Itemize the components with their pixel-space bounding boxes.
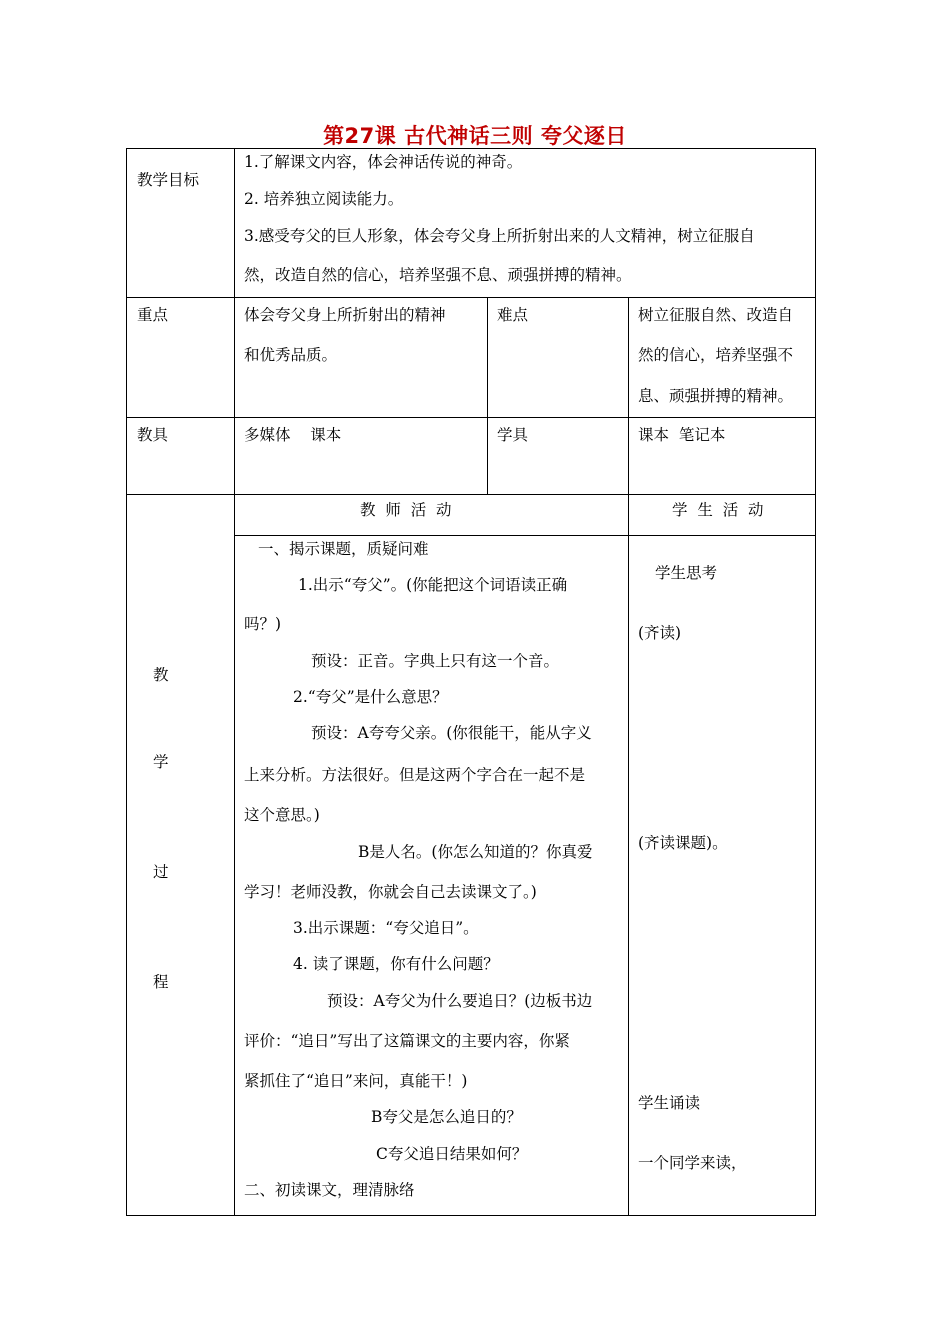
student-line: 一个同学来读， <box>638 1154 747 1172</box>
process-label-char: 过 <box>153 863 169 881</box>
column-divider <box>487 297 488 495</box>
column-divider <box>628 297 629 1216</box>
learning-tools-value: 课本 笔记本 <box>638 426 726 444</box>
table-border-bottom <box>126 1215 816 1216</box>
teacher-line: 二、初读课文，理清脉络 <box>244 1181 415 1199</box>
objective-item: 3.感受夸父的巨人形象，体会夸父身上所折射出来的人文精神，树立征服自 <box>244 227 755 245</box>
student-line: 学生诵读 <box>638 1094 701 1112</box>
process-label-char: 学 <box>153 753 169 771</box>
objective-item: 然，改造自然的信心，培养坚强不息、顽强拼搏的精神。 <box>244 266 632 284</box>
process-label-char: 教 <box>153 666 169 684</box>
column-divider <box>234 148 235 1216</box>
teacher-line: 4. 读了课题，你有什么问题？ <box>293 955 499 973</box>
row-divider <box>126 417 816 418</box>
difficulty-text: 然的信心，培养坚强不 <box>638 346 794 364</box>
key-point-text: 和优秀品质。 <box>244 346 338 364</box>
objective-item: 2. 培养独立阅读能力。 <box>244 190 404 208</box>
teacher-line: B是人名。(你怎么知道的？你真爱 <box>358 843 593 861</box>
teacher-line: 学习！老师没教，你就会自己去读课文了。) <box>244 883 537 901</box>
teacher-line: 吗？) <box>244 615 282 633</box>
teacher-line: B夸父是怎么追日的？ <box>371 1108 522 1126</box>
teacher-line: 预设：正音。字典上只有这一个音。 <box>311 652 560 670</box>
student-line: (齐读) <box>638 624 682 642</box>
teacher-line: 2.“夸父”是什么意思？ <box>293 688 448 706</box>
document-title: 第27课 古代神话三则 夸父逐日 <box>323 124 627 148</box>
process-label-char: 程 <box>153 973 169 991</box>
row-divider <box>126 494 816 495</box>
teacher-line: 1.出示“夸父”。(你能把这个词语读正确 <box>298 576 568 594</box>
difficulty-text: 树立征服自然、改造自 <box>638 306 794 324</box>
teacher-line: 评价：“追日”写出了这篇课文的主要内容，你紧 <box>244 1032 570 1050</box>
key-point-label: 重点 <box>137 306 169 324</box>
table-border-left <box>126 148 127 1216</box>
learning-tools-label: 学具 <box>497 426 529 444</box>
row-divider <box>234 535 816 536</box>
teacher-line: 上来分析。方法很好。但是这两个字合在一起不是 <box>244 766 586 784</box>
teacher-line: 一、揭示课题，质疑问难 <box>258 540 429 558</box>
teacher-line: 3.出示课题：“夸父追日”。 <box>293 919 479 937</box>
row-divider <box>126 297 816 298</box>
difficulty-text: 息、顽强拼搏的精神。 <box>638 387 794 405</box>
student-line: 学生思考 <box>655 564 718 582</box>
table-border-right <box>815 148 816 1216</box>
teacher-line: 紧抓住了“追日”来问，真能干！) <box>244 1072 468 1090</box>
objectives-label: 教学目标 <box>137 171 200 189</box>
teacher-line: 预设：A夸父为什么要追日？(边板书边 <box>327 992 593 1010</box>
teacher-line: 这个意思。) <box>244 806 320 824</box>
table-border-top <box>126 148 816 149</box>
student-line: (齐读课题)。 <box>638 834 728 852</box>
difficulty-label: 难点 <box>497 306 529 324</box>
student-activity-header: 学 生 活 动 <box>672 501 764 519</box>
key-point-text: 体会夸父身上所折射出的精神 <box>244 306 446 324</box>
teaching-tools-value: 多媒体 课本 <box>244 426 342 444</box>
teaching-tools-label: 教具 <box>137 426 169 444</box>
teacher-activity-header: 教 师 活 动 <box>360 501 452 519</box>
teacher-line: 预设：A夸夸父亲。(你很能干，能从字义 <box>311 724 592 742</box>
teacher-line: C夸父追日结果如何？ <box>376 1145 528 1163</box>
objective-item: 1.了解课文内容，体会神话传说的神奇。 <box>244 153 523 171</box>
